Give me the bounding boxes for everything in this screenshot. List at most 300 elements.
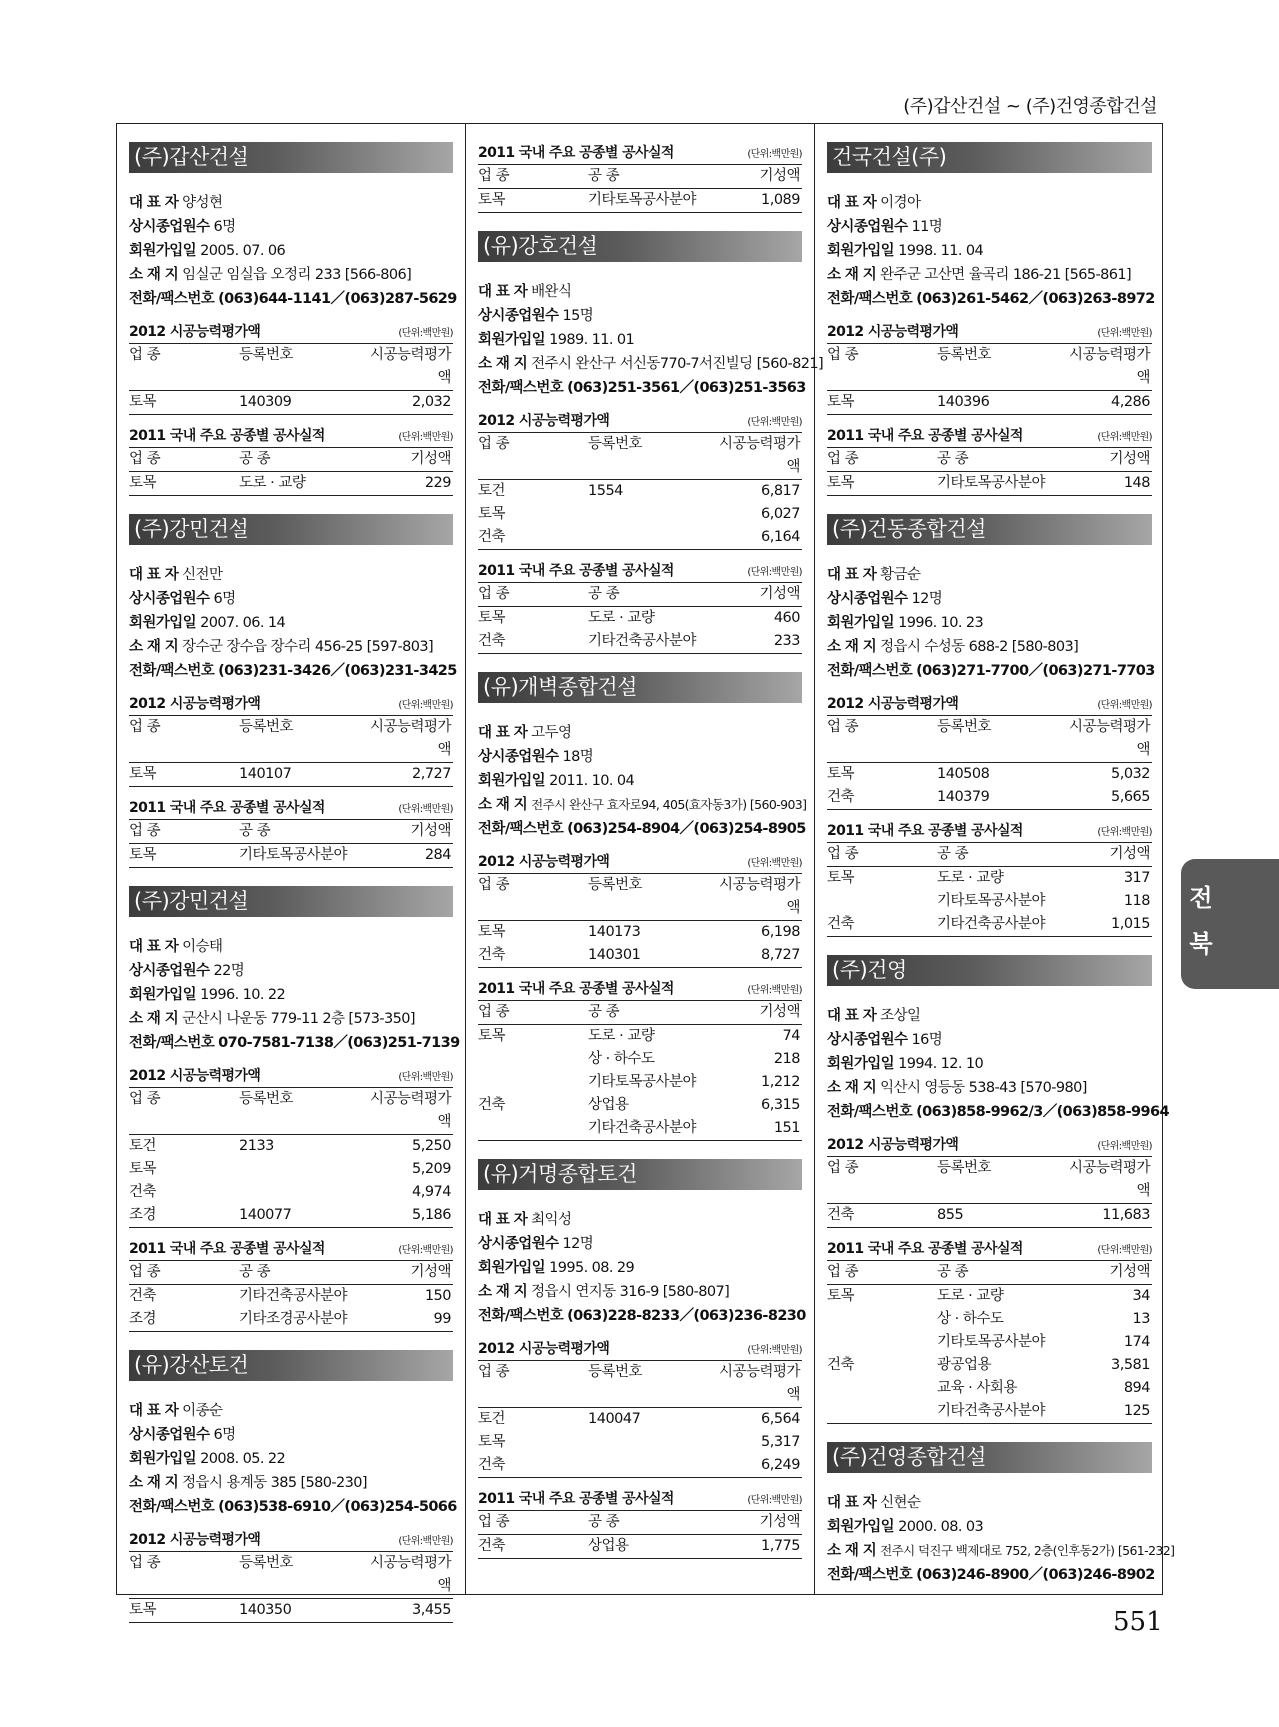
table-cell: 조경 — [129, 1311, 157, 1327]
table-header-row — [827, 344, 1152, 391]
info-value: 임실군 임실읍 오정리 233 [566-806] — [182, 267, 412, 283]
info-label: 회원가입일 — [129, 615, 197, 631]
header-cell: 업 종 — [129, 1555, 161, 1571]
info-label: 대 표 자 — [827, 567, 877, 583]
side-tab-char-1: 전 — [1189, 884, 1213, 912]
table-title — [129, 693, 453, 716]
table-header-row — [478, 1361, 802, 1408]
info-value: (063)644-1141／(063)287-5629 — [218, 291, 457, 307]
table-title — [478, 851, 802, 874]
info-value: 완주군 고산면 율곡리 186-21 [565-861] — [880, 267, 1132, 283]
table-title — [478, 1488, 802, 1511]
table-cell: 상업용 — [588, 1097, 629, 1113]
table-cell: 기타토목공사분야 — [588, 1074, 697, 1090]
performance-table — [478, 142, 802, 213]
info-label: 회원가입일 — [478, 332, 546, 348]
table-title — [478, 1338, 802, 1361]
capacity-table — [827, 1134, 1152, 1228]
table-cell: 125 — [1123, 1403, 1150, 1419]
unit-label: (단위:백만원) — [1097, 700, 1152, 711]
info-addr — [478, 793, 807, 817]
table-cell: 1554 — [588, 483, 623, 499]
header-cell: 시공능력평가액 — [1068, 719, 1150, 758]
table-row — [129, 844, 453, 868]
info-value: 전주시 완산구 효자로94, 405(효자동3가) [560-903] — [531, 797, 807, 812]
table-cell: 도로 · 교량 — [588, 1028, 655, 1044]
info-addr — [478, 1280, 802, 1304]
info-join — [827, 239, 1152, 263]
table-cell: 도로 · 교량 — [937, 870, 1004, 886]
capacity-table — [827, 321, 1152, 415]
table-cell: 150 — [424, 1288, 451, 1304]
header-cell: 업 종 — [827, 1160, 859, 1176]
table-row — [827, 1354, 1152, 1377]
header-cell: 업 종 — [827, 347, 859, 363]
unit-label: (단위:백만원) — [398, 1245, 453, 1256]
info-addr — [827, 263, 1152, 287]
table-cell: 토목 — [478, 506, 506, 522]
info-value: 고두영 — [531, 725, 572, 741]
table-cell: 토목 — [129, 1602, 157, 1618]
unit-label: (단위:백만원) — [747, 985, 802, 996]
info-emp — [129, 215, 453, 239]
header-cell: 시공능력평가액 — [718, 1364, 800, 1403]
table-cell: 토목 — [827, 766, 855, 782]
info-emp — [478, 1232, 802, 1256]
table-header-row — [478, 1511, 802, 1535]
company-name: (유)개벽종합건설 — [478, 672, 802, 703]
table-row — [827, 1331, 1152, 1354]
header-cell: 기성액 — [410, 1264, 451, 1280]
table-cell: 토건 — [478, 483, 506, 499]
info-label: 회원가입일 — [129, 243, 197, 259]
column-3 — [815, 124, 1175, 1594]
info-value: 익산시 영등동 538-43 [570-980] — [880, 1080, 1087, 1096]
info-tel — [129, 1031, 460, 1055]
info-emp — [478, 745, 802, 769]
table-title — [129, 1238, 453, 1261]
performance-table — [478, 560, 802, 654]
table-row — [478, 1117, 802, 1141]
performance-table — [478, 978, 802, 1141]
info-value: 12명 — [911, 591, 943, 607]
unit-label: (단위:백만원) — [398, 328, 453, 339]
info-join — [478, 1256, 802, 1280]
table-header-row — [478, 433, 802, 480]
table-cell: 기타건축공사분야 — [588, 1120, 697, 1136]
unit-label: (단위:백만원) — [398, 1072, 453, 1083]
header-cell: 등록번호 — [588, 1364, 643, 1380]
header-cell: 업 종 — [478, 1004, 510, 1020]
table-cell: 건축 — [478, 1538, 506, 1554]
capacity-table — [478, 410, 802, 550]
table-header-row — [478, 1001, 802, 1025]
info-label: 전화/팩스번호 — [827, 663, 913, 679]
table-row — [478, 1094, 802, 1117]
table-row — [129, 1599, 453, 1623]
info-addr — [129, 635, 453, 659]
table-cell: 토건 — [129, 1138, 157, 1154]
info-label: 회원가입일 — [129, 1451, 197, 1467]
header-cell: 업 종 — [129, 1264, 161, 1280]
capacity-table — [129, 321, 453, 415]
header-cell: 시공능력평가액 — [1068, 1160, 1150, 1199]
company-entry — [827, 142, 1155, 496]
info-label: 전화/팩스번호 — [129, 663, 215, 679]
unit-label: (단위:백만원) — [398, 432, 453, 443]
info-label: 소 재 지 — [129, 267, 179, 283]
table-title-text: 2011 국내 주요 공종별 공사실적 — [129, 800, 325, 816]
info-value: 11명 — [911, 219, 943, 235]
table-header-row — [827, 448, 1152, 472]
table-cell: 도로 · 교량 — [239, 475, 306, 491]
header-cell: 공 종 — [239, 823, 271, 839]
performance-table — [129, 797, 453, 868]
table-cell — [478, 1071, 588, 1094]
table-header-row — [129, 1552, 453, 1599]
info-rep — [478, 280, 802, 304]
header-cell: 등록번호 — [937, 347, 992, 363]
info-emp — [129, 959, 453, 983]
table-header-row — [129, 1088, 453, 1135]
info-value: 22명 — [213, 963, 245, 979]
info-value: 12명 — [562, 1236, 594, 1252]
info-label: 대 표 자 — [478, 1212, 528, 1228]
table-row — [827, 890, 1152, 913]
table-title — [129, 1065, 453, 1088]
table-cell: 6,249 — [760, 1457, 800, 1473]
table-row — [478, 189, 802, 213]
unit-label: (단위:백만원) — [1097, 827, 1152, 838]
table-cell — [588, 526, 708, 549]
info-join — [478, 328, 802, 352]
table-cell: 토목 — [827, 1288, 855, 1304]
table-cell: 토목 — [478, 610, 506, 626]
info-value: 양성현 — [182, 195, 223, 211]
table-row — [129, 1181, 453, 1204]
header-cell: 기성액 — [1109, 846, 1150, 862]
table-cell: 기타건축공사분야 — [588, 633, 697, 649]
table-cell: 건축 — [478, 633, 506, 649]
info-value: (063)231-3426／(063)231-3425 — [218, 663, 457, 679]
table-cell — [478, 1117, 588, 1140]
unit-label: (단위:백만원) — [747, 417, 802, 428]
table-title-text: 2012 시공능력평가액 — [827, 324, 959, 340]
table-cell: 284 — [424, 847, 451, 863]
info-value: 신현순 — [880, 1495, 921, 1511]
table-title — [827, 1238, 1152, 1261]
info-value: 2005. 07. 06 — [200, 243, 286, 259]
info-value: (063)271-7700／(063)271-7703 — [916, 663, 1155, 679]
table-cell: 74 — [782, 1028, 800, 1044]
table-cell: 광공업용 — [937, 1357, 992, 1373]
info-join — [827, 1052, 1152, 1076]
table-title — [827, 693, 1152, 716]
info-addr — [827, 1539, 1175, 1563]
table-cell — [239, 1158, 359, 1181]
info-emp — [478, 304, 802, 328]
info-emp — [129, 1423, 453, 1447]
header-cell: 기성액 — [1109, 451, 1150, 467]
table-cell — [588, 503, 708, 526]
header-cell: 시공능력평가액 — [718, 436, 800, 475]
table-row — [478, 1431, 802, 1454]
side-tab-char-2: 북 — [1189, 930, 1213, 958]
info-label: 대 표 자 — [478, 725, 528, 741]
header-cell: 기성액 — [759, 1514, 800, 1530]
info-tel — [827, 1100, 1169, 1124]
header-cell: 업 종 — [827, 719, 859, 735]
table-cell: 기타조경공사분야 — [239, 1311, 348, 1327]
info-tel — [478, 376, 806, 400]
table-cell: 460 — [773, 610, 800, 626]
info-value: 정읍시 용계동 385 [580-230] — [182, 1475, 367, 1491]
unit-label: (단위:백만원) — [1097, 1245, 1152, 1256]
table-cell: 6,315 — [760, 1097, 800, 1113]
info-label: 회원가입일 — [827, 615, 895, 631]
header-cell: 업 종 — [129, 823, 161, 839]
table-cell — [827, 1308, 937, 1331]
table-row — [478, 503, 802, 526]
table-cell: 233 — [773, 633, 800, 649]
info-emp — [827, 215, 1152, 239]
directory-frame — [116, 123, 1175, 1618]
info-emp — [129, 587, 453, 611]
info-addr — [827, 635, 1152, 659]
header-cell: 기성액 — [410, 823, 451, 839]
info-join — [129, 611, 453, 635]
table-cell: 5,317 — [760, 1434, 800, 1450]
info-label: 대 표 자 — [827, 1495, 877, 1511]
table-header-row — [827, 1157, 1152, 1204]
table-cell: 기타건축공사분야 — [937, 916, 1046, 932]
table-title — [827, 820, 1152, 843]
info-label: 대 표 자 — [827, 195, 877, 211]
table-cell: 140047 — [588, 1411, 641, 1427]
table-row — [129, 763, 453, 787]
info-label: 소 재 지 — [478, 797, 528, 813]
info-label: 회원가입일 — [827, 1519, 895, 1535]
table-cell: 토목 — [129, 475, 157, 491]
table-header-row — [129, 1261, 453, 1285]
info-value: 이승태 — [182, 939, 223, 955]
table-row — [478, 1408, 802, 1431]
table-title — [129, 1529, 453, 1552]
company-name: (유)거명종합토건 — [478, 1159, 802, 1190]
info-label: 전화/팩스번호 — [827, 291, 913, 307]
table-title-text: 2011 국내 주요 공종별 공사실적 — [478, 981, 674, 997]
table-cell: 건축 — [129, 1184, 157, 1200]
info-value: 전주시 덕진구 백제대로 752, 2층(인후동2가) [561-232] — [880, 1543, 1175, 1558]
company-name: (유)강산토건 — [129, 1350, 453, 1381]
info-rep — [827, 1004, 1152, 1028]
info-value: 조상일 — [880, 1008, 921, 1024]
table-row — [478, 1454, 802, 1478]
info-emp — [827, 1028, 1152, 1052]
table-row — [827, 786, 1152, 810]
company-name: (유)강호건설 — [478, 231, 802, 262]
table-cell: 5,250 — [411, 1138, 451, 1154]
table-cell: 기타건축공사분야 — [239, 1288, 348, 1304]
info-label: 대 표 자 — [478, 284, 528, 300]
info-rep — [478, 1208, 802, 1232]
table-cell: 건축 — [827, 1357, 855, 1373]
unit-label: (단위:백만원) — [747, 149, 802, 160]
info-label: 전화/팩스번호 — [129, 291, 215, 307]
header-cell: 기성액 — [759, 168, 800, 184]
table-row — [129, 1204, 453, 1228]
info-addr — [478, 352, 824, 376]
info-value: 1989. 11. 01 — [549, 332, 635, 348]
company-entry — [827, 1442, 1175, 1587]
table-row — [478, 607, 802, 630]
table-title — [478, 410, 802, 433]
info-value: 18명 — [562, 749, 594, 765]
table-header-row — [129, 344, 453, 391]
performance-table — [129, 425, 453, 496]
info-label: 전화/팩스번호 — [827, 1104, 913, 1120]
info-label: 소 재 지 — [478, 356, 528, 372]
info-value: 정읍시 연지동 316-9 [580-807] — [531, 1284, 730, 1300]
table-header-row — [827, 843, 1152, 867]
table-row — [827, 472, 1152, 496]
table-cell: 2,032 — [411, 394, 451, 410]
table-cell: 99 — [433, 1311, 451, 1327]
header-cell: 공 종 — [937, 846, 969, 862]
info-label: 회원가입일 — [827, 1056, 895, 1072]
info-label: 소 재 지 — [827, 639, 877, 655]
table-cell: 2,727 — [411, 766, 451, 782]
table-row — [478, 1535, 802, 1559]
table-row — [129, 472, 453, 496]
table-title — [129, 321, 453, 344]
table-cell: 건축 — [827, 1207, 855, 1223]
company-entry — [478, 1159, 806, 1559]
capacity-table — [827, 693, 1152, 810]
info-tel — [129, 1495, 457, 1519]
info-label: 회원가입일 — [129, 987, 197, 1003]
company-name: (주)강민건설 — [129, 886, 453, 917]
info-rep — [129, 563, 453, 587]
info-label: 전화/팩스번호 — [478, 1308, 564, 1324]
table-cell: 도로 · 교량 — [937, 1288, 1004, 1304]
company-name: 건국건설(주) — [827, 142, 1152, 173]
column-2 — [466, 124, 824, 1594]
info-label: 전화/팩스번호 — [478, 821, 564, 837]
table-cell: 교육 · 사회용 — [937, 1380, 1017, 1396]
table-cell: 상업용 — [588, 1538, 629, 1554]
table-cell: 건축 — [129, 1288, 157, 1304]
unit-label: (단위:백만원) — [747, 858, 802, 869]
table-header-row — [478, 165, 802, 189]
table-row — [129, 1135, 453, 1158]
info-join — [129, 983, 453, 1007]
info-value: 2011. 10. 04 — [549, 773, 635, 789]
table-cell — [827, 1400, 937, 1423]
table-title — [478, 978, 802, 1001]
info-rep — [827, 191, 1152, 215]
table-cell: 140508 — [937, 766, 990, 782]
header-cell: 시공능력평가액 — [718, 877, 800, 916]
region-side-tab[interactable] — [1181, 859, 1279, 989]
info-label: 상시종업원수 — [827, 219, 908, 235]
table-cell: 5,032 — [1110, 766, 1150, 782]
table-title — [827, 321, 1152, 344]
info-label: 회원가입일 — [827, 243, 895, 259]
table-cell: 상 · 하수도 — [588, 1051, 655, 1067]
table-cell: 건축 — [478, 1457, 506, 1473]
table-title-text: 2011 국내 주요 공종별 공사실적 — [478, 1491, 674, 1507]
table-cell: 5,665 — [1110, 789, 1150, 805]
table-cell: 6,198 — [760, 924, 800, 940]
info-label: 소 재 지 — [129, 1011, 179, 1027]
table-cell: 140301 — [588, 947, 641, 963]
unit-label: (단위:백만원) — [747, 1345, 802, 1356]
company-name: (주)갑산건설 — [129, 142, 453, 173]
company-entry — [827, 955, 1169, 1424]
info-tel — [129, 659, 457, 683]
info-value: 6명 — [213, 591, 236, 607]
header-cell: 기성액 — [1109, 1264, 1150, 1280]
table-header-row — [129, 716, 453, 763]
header-cell: 공 종 — [588, 1004, 620, 1020]
header-cell: 공 종 — [937, 1264, 969, 1280]
table-title-text: 2012 시공능력평가액 — [478, 1341, 610, 1357]
table-header-row — [478, 874, 802, 921]
header-cell: 등록번호 — [239, 347, 294, 363]
info-label: 상시종업원수 — [129, 591, 210, 607]
header-cell: 기성액 — [759, 586, 800, 602]
info-label: 대 표 자 — [129, 1403, 179, 1419]
header-cell: 공 종 — [588, 586, 620, 602]
company-name: (주)건영종합건설 — [827, 1442, 1152, 1473]
table-cell: 3,581 — [1110, 1357, 1150, 1373]
company-name: (주)건영 — [827, 955, 1152, 986]
header-cell: 등록번호 — [239, 1555, 294, 1571]
table-row — [129, 1285, 453, 1308]
table-row — [478, 480, 802, 503]
table-cell: 토목 — [478, 1028, 506, 1044]
table-title — [827, 1134, 1152, 1157]
header-cell: 업 종 — [129, 1091, 161, 1107]
performance-table — [827, 820, 1152, 937]
info-label: 상시종업원수 — [129, 963, 210, 979]
table-title — [478, 142, 802, 165]
info-addr — [129, 1471, 453, 1495]
capacity-table — [478, 851, 802, 968]
info-value: 1995. 08. 29 — [549, 1260, 635, 1276]
table-cell: 건축 — [478, 1097, 506, 1113]
table-cell — [588, 1454, 708, 1477]
info-value: 1996. 10. 23 — [898, 615, 984, 631]
unit-label: (단위:백만원) — [1097, 1141, 1152, 1152]
info-value: 배완식 — [531, 284, 572, 300]
unit-label: (단위:백만원) — [747, 1495, 802, 1506]
info-value: 070-7581-7138／(063)251-7139 — [218, 1035, 460, 1051]
info-value: 6명 — [213, 219, 236, 235]
page-header: (주)갑산건설 ~ (주)건영종합건설 — [903, 96, 1157, 117]
table-cell: 317 — [1123, 870, 1150, 886]
header-cell: 공 종 — [588, 168, 620, 184]
info-value: 1994. 12. 10 — [898, 1056, 984, 1072]
header-cell: 시공능력평가액 — [1068, 347, 1150, 386]
info-label: 상시종업원수 — [478, 749, 559, 765]
table-row — [827, 1204, 1152, 1228]
table-row — [827, 1377, 1152, 1400]
table-title-text: 2011 국내 주요 공종별 공사실적 — [827, 1241, 1023, 1257]
table-title-text: 2012 시공능력평가액 — [129, 1532, 261, 1548]
table-cell: 2133 — [239, 1138, 274, 1154]
